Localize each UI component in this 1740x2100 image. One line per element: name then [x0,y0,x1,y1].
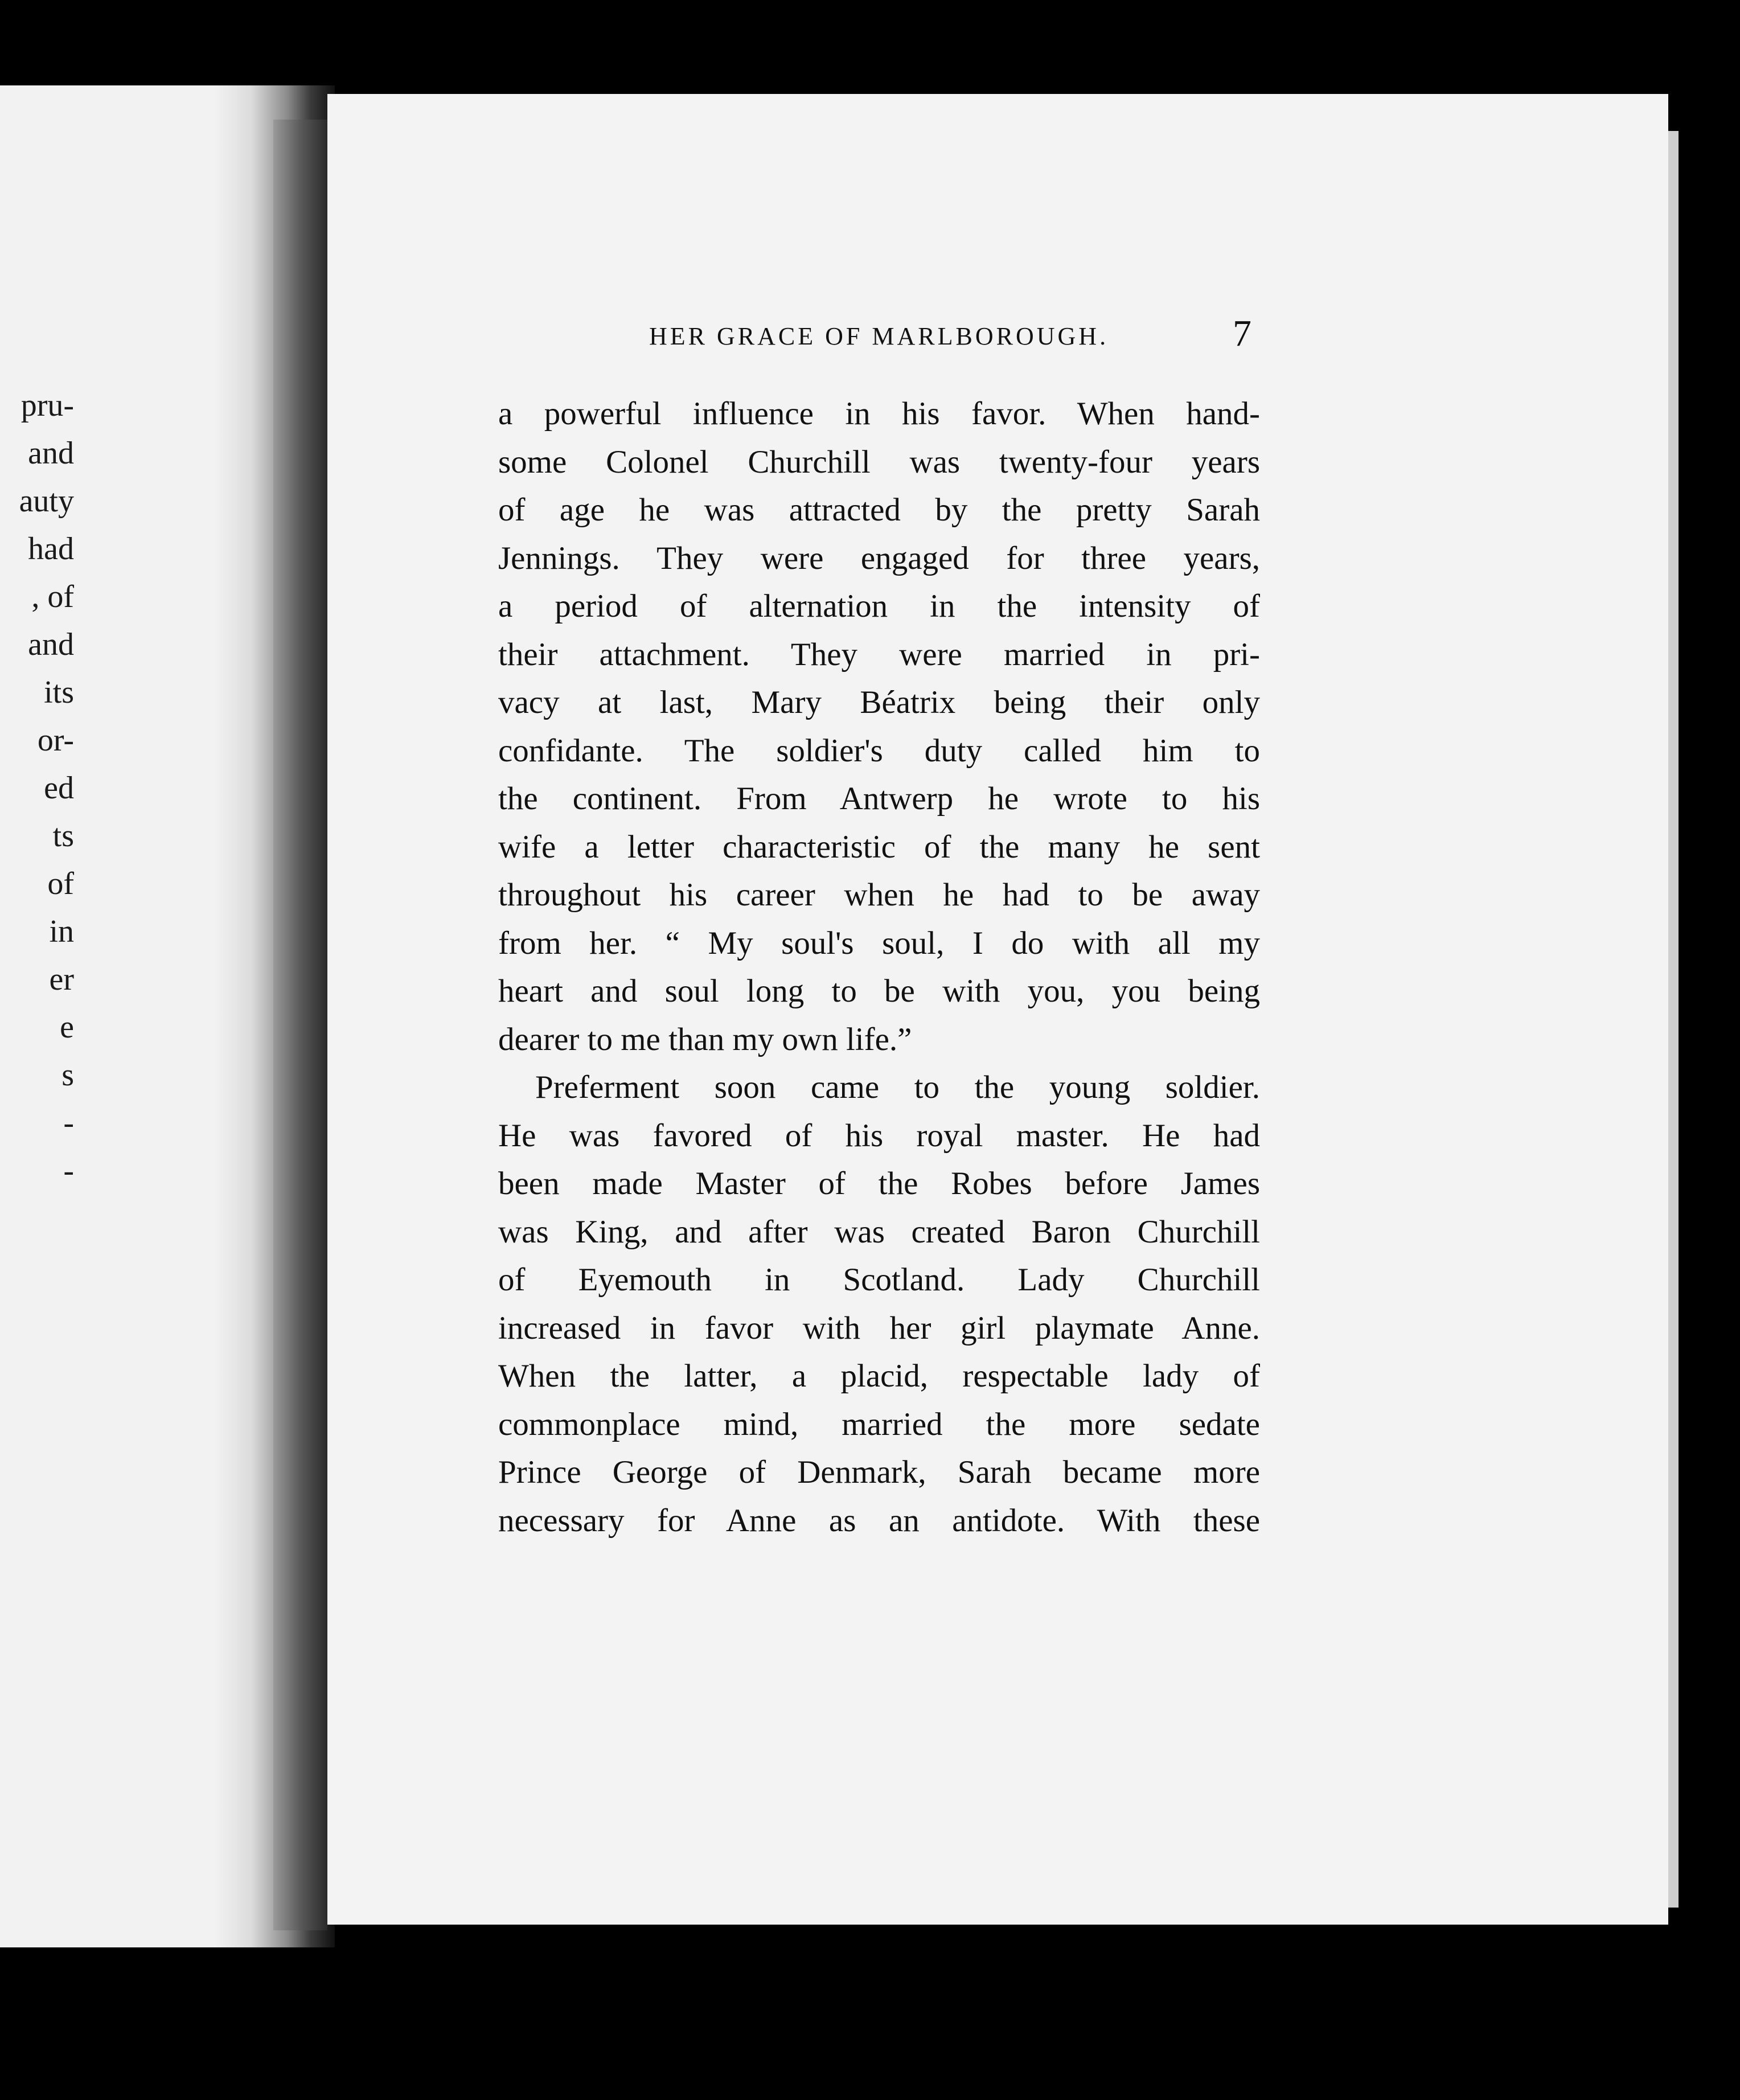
left-line: ts [52,818,74,854]
left-line: and [28,436,74,471]
text-line: Jennings. They were engaged for three years, [498,540,1260,576]
paragraph [498,390,1260,1064]
running-head: HER GRACE OF MARLBOROUGH. [649,322,1109,350]
text-line: Prince George of Denmark, Sarah became more [498,1454,1260,1490]
text-line: increased in favor with her girl playmate Anne. [498,1310,1260,1346]
text-line: a period of alternation in the intensity of [498,588,1260,624]
paragraph [498,1064,1260,1545]
text-line: of age he was attracted by the pretty Sarah [498,492,1260,528]
text-line: commonplace mind, married the more sedate [498,1406,1260,1442]
left-line: er [49,962,74,997]
text-line: throughout his career when he had to be away [498,877,1260,913]
text-line: of Eyemouth in Scotland. Lady Churchill [498,1262,1260,1298]
left-line: its [44,675,74,710]
left-line: pru- [20,388,74,423]
page-edge [1668,131,1679,1908]
text-line: was King, and after was created Baron Churchill [498,1213,1260,1250]
left-line: in [49,914,74,949]
left-line: s [61,1057,74,1093]
left-line: e [60,1010,74,1045]
text-line: heart and soul long to be with you, you being [498,973,1260,1009]
text-line: some Colonel Churchill was twenty-four years [498,444,1260,480]
text-line: been made Master of the Robes before James [498,1166,1260,1201]
left-line: auty [19,483,74,519]
text-line: the continent. From Antwerp he wrote to his [498,781,1260,817]
page-number: 7 [1233,313,1251,354]
text-line: confidante. The soldier's duty called him to [498,732,1260,769]
text-line: necessary for Anne as an antidote. With these [498,1502,1260,1539]
left-line: had [28,531,74,567]
text-line: When the latter, a placid, respectable lady of [498,1358,1260,1394]
text-line: Preferment soon came to the young soldier. [535,1069,1260,1105]
left-line: and [28,627,74,662]
text-line: vacy at last, Mary Béatrix being their only [498,684,1260,720]
left-line: of [47,866,74,901]
text-line: dearer to me than my own life.” [498,1021,912,1057]
text-line: a powerful influence in his favor. When hand- [498,396,1260,432]
left-line: or- [37,723,74,758]
gutter-shadow [273,120,327,1930]
text-line: from her. “ My soul's soul, I do with all my [498,925,1260,961]
text-line: wife a letter characteristic of the many he sent [498,828,1260,865]
left-line: , of [31,579,74,614]
left-line: - [63,1153,74,1188]
previous-page-text [0,382,74,1195]
text-line: He was favored of his royal master. He had [498,1117,1260,1154]
left-line: - [63,1105,74,1141]
left-line: ed [44,770,74,806]
body-text [498,390,1260,1545]
text-line: their attachment. They were married in pri- [498,636,1260,672]
